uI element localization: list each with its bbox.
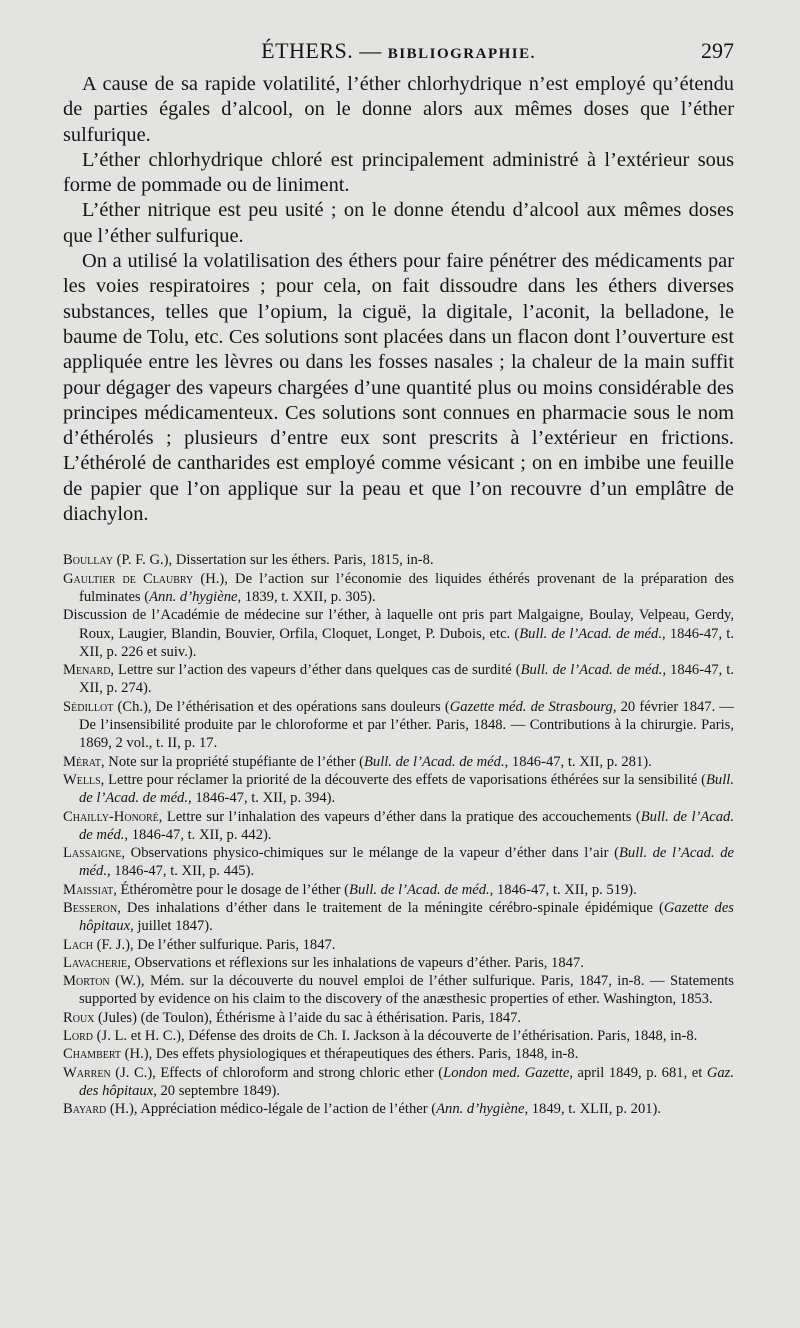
bib-author: Gaultier de Claubry xyxy=(63,570,194,587)
header-title: ÉTHERS. — xyxy=(261,38,382,63)
bib-author: Lassaigne xyxy=(63,845,122,862)
bib-author: Lord xyxy=(63,1028,94,1045)
bib-author: Chambert xyxy=(63,1046,122,1063)
bib-text: , 1839, t. XXII, p. 305). xyxy=(237,588,376,605)
bib-author: Roux xyxy=(63,1009,95,1026)
bib-text: , 1846-47, t. XII, p. 442). xyxy=(124,826,272,843)
paragraph: A cause de sa rapide volatilité, l’éther chlorhydrique n’est employé qu’étendu de parties égales d’alcool, on le donne alors aux mêmes doses que l’éther sulfurique. xyxy=(63,73,734,146)
bibliography-entry xyxy=(63,899,734,936)
bib-text: , 1846-47, t. XII, p. 519). xyxy=(489,881,637,898)
bibliography-entry xyxy=(63,1009,734,1027)
bib-text: (P. F. G.), Dissertation sur les éthers. Paris, 1815, in-8. xyxy=(112,552,434,569)
paragraph: On a utilisé la volatilisation des éthers pour faire pénétrer des médicaments par les voies respiratoires ; pour cela, on fait dissoudre dans les éthers diverses substances, telles que l’opium, la ciguë, la digitale, l’aconit, la belladone, le baume de Tolu, etc. Ces solutions sont placées dans un flacon dont l’ouverture est appliquée entre les lèvres ou dans les fosses nasales ; la chaleur de la main suffit pour dégager des vapeurs chargées d’une quantité plus ou moins considérable des principes médicamenteux. Ces solutions sont connues en pharmacie sous le nom d’éthérolés ; plusieurs d’entre eux sont prescrits à l’extérieur en frictions. L’éthérolé de cantharides est employé comme vésicant ; on en imbibe une feuille de papier que l’on applique sur la peau et que l’on recouvre d’un emplâtre de diachylon. xyxy=(63,250,734,526)
page-number: 297 xyxy=(701,38,734,63)
bib-author: Lach xyxy=(63,936,94,953)
bibliography-entry xyxy=(63,753,734,771)
bib-source: Ann. d’hygiène xyxy=(436,1101,525,1118)
bib-text: , Lettre sur l’action des vapeurs d’éther dans quelques cas de surdité ( xyxy=(110,662,521,679)
bib-text: , Éthéromètre pour le dosage de l’éther ( xyxy=(113,881,350,898)
bib-author: Maissiat xyxy=(63,881,114,898)
bib-author: Menard xyxy=(63,662,111,679)
header-subtitle: BIBLIOGRAPHIE. xyxy=(387,46,536,62)
bib-source: Bull. de l’Acad. de méd. xyxy=(79,771,734,807)
bib-text: , Lettre pour réclamer la priorité de la découverte des effets de vaporisations éthérées sur la sensibilité ( xyxy=(100,771,707,788)
bibliography-entry xyxy=(63,936,734,954)
bib-source: Gaz. des hôpitaux xyxy=(79,1064,734,1099)
bib-text: , 1846-47, t. XII, p. 281). xyxy=(504,753,652,770)
bib-text: , Lettre sur l’inhalation des vapeurs d’éther dans la pratique des accouchements ( xyxy=(158,808,641,825)
bib-text: Discussion de l’Académie de médecine sur l’éther, à laquelle ont pris part Malgaigne, Boulay, Velpeau, Gerdy, Roux, Laugier, Blandin, Bouvier, Orfila, Cloquet, Longet, P. Dubois, etc. ( xyxy=(63,607,734,642)
bib-source: Bull. de l’Acad. de méd. xyxy=(79,845,735,880)
bib-source: Bull. de l’Acad. de méd. xyxy=(519,625,662,642)
bib-source: Gazette des hôpitaux xyxy=(79,899,734,935)
bib-text: , 1846-47, t. XII, p. 445). xyxy=(106,863,255,880)
bib-text: , Observations physico-chimiques sur le mélange de la vapeur d’éther dans l’air ( xyxy=(121,845,620,862)
bibliography-entry xyxy=(63,972,734,1009)
bib-text: (J. L. et H. C.), Défense des droits de Ch. I. Jackson à la découverte de l’éthérisation. Paris, 1848, in-8. xyxy=(93,1028,698,1045)
bibliography-entry xyxy=(63,954,734,972)
bibliography-entry xyxy=(63,661,734,698)
bib-text: , Note sur la propriété stupéfiante de l’éther ( xyxy=(100,753,364,770)
bib-author: Bayard xyxy=(63,1101,107,1118)
bib-text: , april 1849, p. 681, et xyxy=(569,1064,707,1081)
bibliography-entry xyxy=(63,606,734,661)
bibliography-entry xyxy=(63,570,734,607)
bib-author: Chailly-Honoré xyxy=(63,808,159,825)
bib-text: (H.), Appréciation médico-légale de l’action de l’éther ( xyxy=(106,1101,437,1118)
bib-text: , Des inhalations d’éther dans le traitement de la méningite cérébro-spinale épidémique ( xyxy=(117,899,664,916)
running-title xyxy=(63,38,734,64)
bibliography-entry xyxy=(63,1027,734,1045)
bib-source: Bull. de l’Acad. de méd. xyxy=(363,753,505,770)
bib-text: , 1846-47, t. XII, p. 274). xyxy=(79,662,734,697)
bibliography-entry xyxy=(63,771,734,808)
paragraph: L’éther chlorhydrique chloré est principalement administré à l’extérieur sous forme de pommade ou de liniment. xyxy=(63,148,734,197)
bib-text: , Observations et réflexions sur les inhalations de vapeurs d’éther. Paris, 1847. xyxy=(127,954,584,971)
bib-text: , 1846-47, t. XII, p. 394). xyxy=(188,790,336,807)
bib-text: (W.), Mém. sur la découverte du nouvel emploi de l’éther sulfurique. Paris, 1847, in-8. — Statements supported by evidence on his claim to the discovery of the anæsthesic properties of ether. Washington, 1853. xyxy=(79,973,734,1008)
bib-text: (H.), Des effets physiologiques et thérapeutiques des éthers. Paris, 1848, in-8. xyxy=(121,1046,579,1063)
bib-source: London med. Gazette xyxy=(443,1064,570,1081)
bib-author: Morton xyxy=(63,973,110,990)
bibliography-entry xyxy=(63,551,734,569)
bib-author: Besseron xyxy=(63,899,118,916)
bibliography-entry xyxy=(63,698,734,753)
bib-author: Boullay xyxy=(63,552,113,569)
body-text xyxy=(63,72,734,527)
running-header xyxy=(63,38,734,72)
bibliography xyxy=(63,551,734,1118)
bib-text: , 1849, t. XLII, p. 201). xyxy=(524,1101,662,1118)
bibliography-entry xyxy=(63,1064,734,1101)
bib-author: Warren xyxy=(63,1064,111,1081)
bib-text: (F. J.), De l’éther sulfurique. Paris, 1847. xyxy=(93,936,336,953)
bib-text: (Ch.), De l’éthérisation et des opérations sans douleurs ( xyxy=(113,698,450,715)
bib-source: Ann. d’hygiène xyxy=(149,588,238,605)
bib-author: Sédillot xyxy=(63,698,114,715)
bib-text: (H.), De l’action sur l’économie des liquides éthérés provenant de la préparation des fulminates ( xyxy=(79,570,735,605)
bibliography-entry xyxy=(63,1100,734,1118)
bib-source: Gazette méd. de Strasbourg xyxy=(449,698,613,715)
bibliography-entry xyxy=(63,1045,734,1063)
bibliography-entry xyxy=(63,808,734,845)
bib-author: Wells xyxy=(63,771,101,788)
bibliography-entry xyxy=(63,844,734,881)
bib-text: , 1846-47, t. XII, p. 226 et suiv.). xyxy=(79,625,734,660)
bib-text: (J. C.), Effects of chloroform and strong chloric ether ( xyxy=(110,1064,444,1081)
bib-text: (Jules) (de Toulon), Éthérisme à l’aide du sac à éthérisation. Paris, 1847. xyxy=(94,1009,522,1026)
bib-source: Bull. de l’Acad. de méd. xyxy=(520,662,663,679)
bib-source: Bull. de l’Acad. de méd. xyxy=(349,881,490,898)
bib-source: Bull. de l’Acad. de méd. xyxy=(79,808,734,843)
bib-author: Lavacherie xyxy=(63,954,128,971)
bib-text: , 20 février 1847. — De l’insensibilité produite par le chloroforme et par l’éther. Paris, 1848. — Contributions à la chirurgie. Paris, 1869, 2 vol., t. II, p. 17. xyxy=(79,698,734,752)
bibliography-entry xyxy=(63,881,734,899)
bib-text: , juillet 1847). xyxy=(130,918,213,935)
paragraph: L’éther nitrique est peu usité ; on le donne étendu d’alcool aux mêmes doses que l’éther sulfurique. xyxy=(63,199,734,247)
bib-author: Mérat xyxy=(63,753,101,770)
bib-text: , 20 septembre 1849). xyxy=(153,1082,281,1099)
